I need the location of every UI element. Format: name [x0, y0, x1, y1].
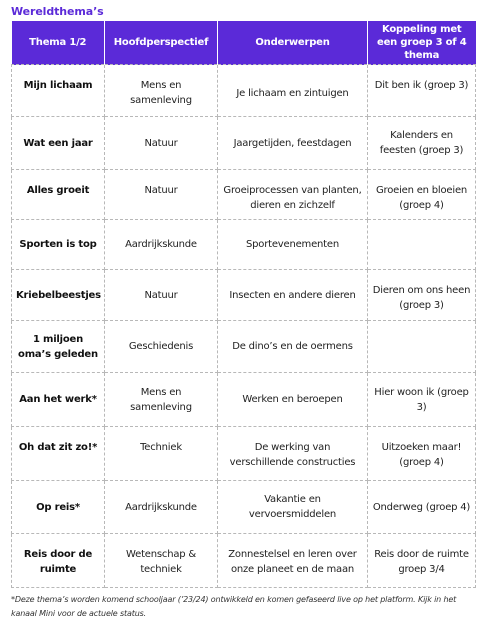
onderwerpen-cell: Vakantie en vervoersmiddelen [218, 481, 368, 534]
table-row [12, 270, 476, 321]
table-header-row [12, 21, 476, 65]
perspectief-cell: Mens en samenleving [105, 373, 218, 427]
table-row [12, 321, 476, 373]
koppeling-cell: Groeien en bloeien (groep 4) [368, 170, 476, 220]
table-row [12, 481, 476, 534]
koppeling-cell [368, 321, 476, 373]
table-row [12, 117, 476, 170]
koppeling-cell: Kalenders en feesten (groep 3) [368, 117, 476, 170]
perspectief-cell: Geschiedenis [105, 321, 218, 373]
thema-cell: Aan het werk* [12, 373, 105, 427]
koppeling-cell: Dit ben ik (groep 3) [368, 65, 476, 117]
perspectief-cell: Wetenschap & techniek [105, 534, 218, 588]
footnote: *Deze thema’s worden komend schooljaar (’23/24) ontwikkeld en komen gefaseerd live op het platform. Kijk in het kanaal Mini voor de actuele status. [11, 595, 457, 618]
onderwerpen-cell: Sportevenementen [218, 220, 368, 270]
perspectief-cell: Natuur [105, 270, 218, 321]
perspectief-cell: Natuur [105, 117, 218, 170]
koppeling-cell: Reis door de ruimte groep 3/4 [368, 534, 476, 588]
onderwerpen-cell: Insecten en andere dieren [218, 270, 368, 321]
column-header-thema: Thema 1/2 [12, 21, 105, 65]
onderwerpen-cell: De werking van verschillende constructies [218, 427, 368, 481]
koppeling-cell: Hier woon ik (groep 3) [368, 373, 476, 427]
perspectief-cell: Aardrijkskunde [105, 220, 218, 270]
table-row [12, 373, 476, 427]
koppeling-cell: Onderweg (groep 4) [368, 481, 476, 534]
onderwerpen-cell: Zonnestelsel en leren over onze planeet en de maan [218, 534, 368, 588]
column-header-onderwerpen: Onderwerpen [218, 21, 368, 65]
koppeling-cell: Dieren om ons heen (groep 3) [368, 270, 476, 321]
thema-cell: Sporten is top [12, 220, 105, 270]
column-header-hoofdperspectief: Hoofdperspectief [105, 21, 218, 65]
thema-cell: Wat een jaar [12, 117, 105, 170]
koppeling-cell [368, 220, 476, 270]
onderwerpen-cell: Jaargetijden, feestdagen [218, 117, 368, 170]
perspectief-cell: Natuur [105, 170, 218, 220]
thema-cell: Mijn lichaam [12, 65, 105, 117]
thema-cell: 1 miljoen oma’s geleden [12, 321, 105, 373]
perspectief-cell: Techniek [105, 427, 218, 481]
table-row [12, 170, 476, 220]
perspectief-cell: Mens en samenleving [105, 65, 218, 117]
table-row [12, 534, 476, 588]
onderwerpen-cell: Je lichaam en zintuigen [218, 65, 368, 117]
onderwerpen-cell: Werken en beroepen [218, 373, 368, 427]
onderwerpen-cell: De dino’s en de oermens [218, 321, 368, 373]
column-header-koppeling: Koppeling met een groep 3 of 4 thema [368, 21, 476, 65]
thema-cell: Op reis* [12, 481, 105, 534]
page-title: Wereldthema’s [11, 5, 104, 18]
thema-cell: Alles groeit [12, 170, 105, 220]
thema-table [11, 21, 476, 588]
table-row [12, 220, 476, 270]
thema-cell: Reis door de ruimte [12, 534, 105, 588]
koppeling-cell: Uitzoeken maar! (groep 4) [368, 427, 476, 481]
onderwerpen-cell: Groeiprocessen van planten, dieren en zichzelf [218, 170, 368, 220]
thema-cell: Kriebelbeestjes [12, 270, 105, 321]
table-row [12, 65, 476, 117]
perspectief-cell: Aardrijkskunde [105, 481, 218, 534]
table-row [12, 427, 476, 481]
thema-cell: Oh dat zit zo!* [12, 427, 105, 481]
